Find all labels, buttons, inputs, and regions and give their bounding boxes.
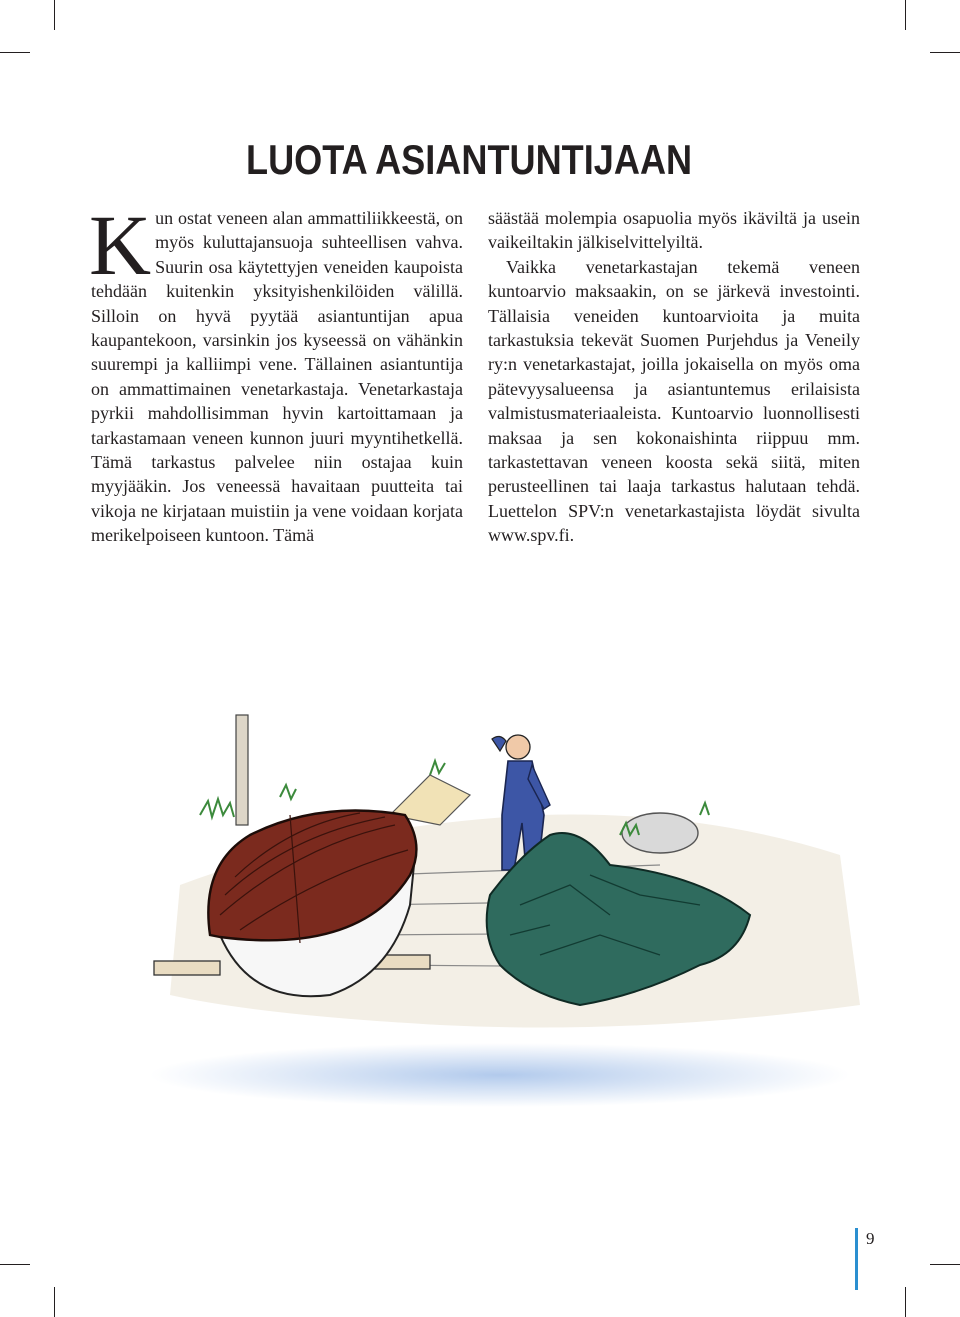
crop-mark (930, 52, 960, 53)
left-text-column (89, 197, 463, 548)
support-beam (154, 961, 220, 975)
crop-mark (0, 52, 30, 53)
intro-paragraph-text: un ostat veneen alan ammattiliikkeestä, on myös kuluttajansuoja suhteellisen vahva. Suurin osa käytettyjen veneiden kaupoista tehdään kuitenkin yksityishenkilöiden välillä. Silloin on hyvä pyytää asiantuntijan apua kaupantekoon, varsinkin jos kyseessä on vähänkin suurempi ja kalliimpi vene. Tällainen asiantuntija on ammattimainen venetarkastaja. Venetarkastaja pyrkii mahdollisimman hyvin kartoittamaan ja tarkastamaan veneen kunnon juuri myyntihetkellä. Tämä tarkastus palvelee niin ostajaa kuin myyjääkin. Jos veneessä havaitaan puutteita tai vikoja ne kirjataan muistiin ja vene voidaan korjata merikelpoiseen kuntoon. Tämä (91, 208, 463, 546)
page-number-bar (855, 1228, 858, 1290)
right-text-column (488, 206, 860, 548)
drop-cap: K (89, 197, 152, 293)
page-number: 9 (866, 1229, 875, 1248)
ground-shadow (150, 1043, 850, 1107)
continuation-paragraph: säästää molempia osapuolia myös ikäviltä ja usein vaikeiltakin jälkiselvittelyiltä. (488, 208, 860, 253)
crop-mark (930, 1264, 960, 1265)
boat-inspection-illustration (140, 705, 900, 1115)
crop-mark (905, 1287, 906, 1317)
intro-paragraph (89, 197, 463, 548)
crop-mark (54, 0, 55, 30)
crop-mark (0, 1264, 30, 1265)
crop-mark (905, 0, 906, 30)
page-title: LUOTA ASIANTUNTIJAAN (246, 136, 693, 183)
crop-mark (54, 1287, 55, 1317)
cost-paragraph: Vaikka venetarkastajan tekemä veneen kuntoarvio maksaakin, on se järkevä investointi. Tällaisia veneiden kuntoarvioita ja muita tarkastuksia tekevät Suomen Purjehdus ja Veneily ry:n venetarkastajat, joilla jokaisella on myös oma pätevyysalueensa ja asiantuntemus erilaisista valmistusmateriaaleista. Kuntoarvio luonnollisesti maksaa ja sen kokonaishinta riippuu mm. tarkastettavan veneen koosta sekä siitä, miten perusteellinen tai laaja tarkastus halutaan tehdä. Luettelon SPV:n venetarkastajista löydät sivulta www.spv.fi. (488, 256, 860, 546)
tree-trunk (236, 715, 248, 825)
rock (622, 813, 698, 853)
